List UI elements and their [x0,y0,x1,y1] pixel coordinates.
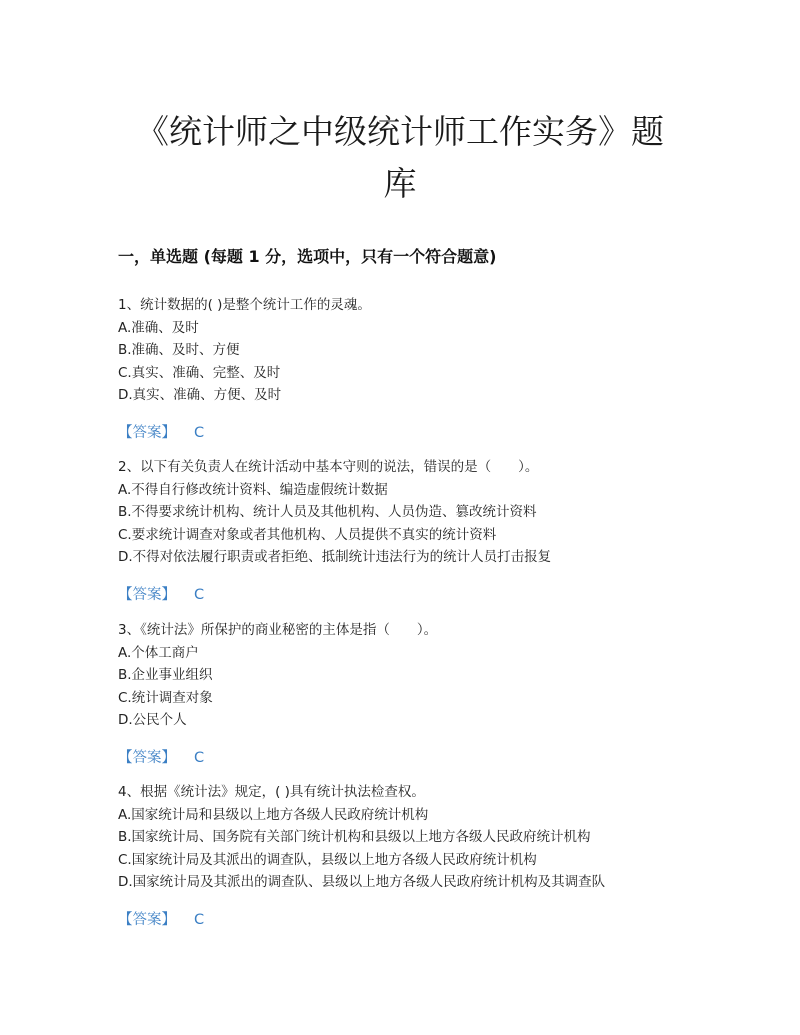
option-a: A.个体工商户 [118,644,199,661]
option-d: D.不得对依法履行职责或者拒绝、抵制统计违法行为的统计人员打击报复 [118,549,552,565]
answer-line [118,422,718,444]
answer-line [118,747,718,769]
option-b: B.准确、及时、方便 [118,342,240,358]
document-title-line-1: 《统计师之中级统计师工作实务》题 [136,112,664,151]
option-c: C.真实、准确、完整、及时 [118,364,281,381]
option-c: C.统计调查对象 [118,689,213,706]
document-title-line-2: 库 [383,164,417,203]
answer-value: C [194,424,205,441]
answer-label: 【答案】 [118,424,176,441]
answer-value: C [194,586,205,603]
document-title [100,106,700,210]
question-1 [118,294,718,444]
question-stem: 2、以下有关负责人在统计活动中基本守则的说法，错误的是（ ）。 [118,459,539,475]
answer-label: 【答案】 [118,586,176,603]
option-d: D.真实、准确、方便、及时 [118,387,282,403]
question-2 [118,456,718,606]
option-b: B.不得要求统计机构、统计人员及其他机构、人员伪造、篡改统计资料 [118,504,537,520]
option-b: B.企业事业组织 [118,667,213,683]
option-c: C.国家统计局及其派出的调查队，县级以上地方各级人民政府统计机构 [118,851,537,868]
option-d: D.国家统计局及其派出的调查队、县级以上地方各级人民政府统计机构及其调查队 [118,874,606,890]
option-a: A.准确、及时 [118,319,199,336]
question-stem: 1、统计数据的( )是整个统计工作的灵魂。 [118,297,371,313]
option-a: A.国家统计局和县级以上地方各级人民政府统计机构 [118,806,429,823]
answer-line [118,584,718,606]
question-3 [118,619,718,769]
answer-label: 【答案】 [118,911,176,928]
answer-value: C [194,749,205,766]
answer-label: 【答案】 [118,749,176,766]
answer-value: C [194,911,205,928]
section-heading: 一，单选题 (每题 1 分，选项中，只有一个符合题意) [118,247,497,266]
option-c: C.要求统计调查对象或者其他机构、人员提供不真实的统计资料 [118,526,497,543]
option-a: A.不得自行修改统计资料、编造虚假统计数据 [118,481,388,498]
question-stem: 3、《统计法》所保护的商业秘密的主体是指（ ）。 [118,622,438,638]
option-b: B.国家统计局、国务院有关部门统计机构和县级以上地方各级人民政府统计机构 [118,829,591,845]
answer-line [118,909,718,931]
question-stem: 4、根据《统计法》规定，( )具有统计执法检查权。 [118,784,425,800]
question-4 [118,781,718,931]
option-d: D.公民个人 [118,712,187,728]
